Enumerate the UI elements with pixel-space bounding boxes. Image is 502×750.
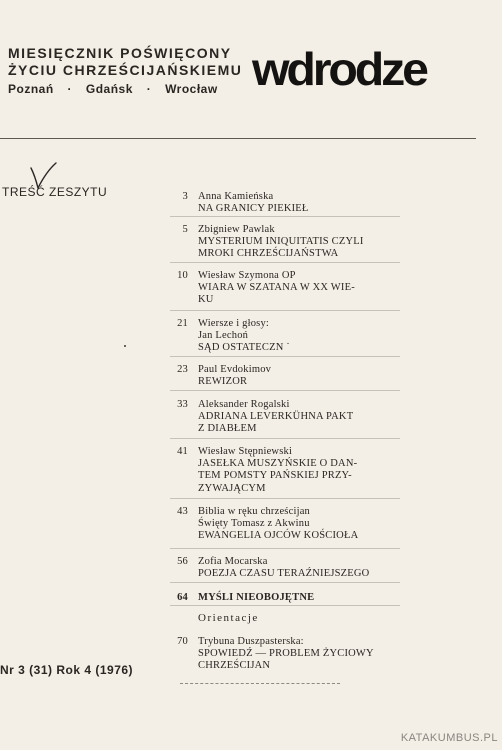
toc-page-number: 23 [177, 364, 188, 375]
city-separator: · [146, 82, 152, 96]
toc-entry-line: Święty Tomasz z Akwinu [198, 518, 310, 530]
toc-separator [170, 356, 400, 357]
header-rule [0, 138, 476, 139]
toc-page-number: 33 [177, 399, 188, 410]
toc-entry-line: KU [198, 294, 214, 306]
toc-entry-line: Jan Lechoń [198, 330, 249, 342]
toc-entry-line: Biblia w ręku chrześcijan [198, 506, 310, 517]
toc-entry-line: MYSTERIUM INIQUITATIS CZYLI [198, 236, 364, 248]
toc-page-number: 10 [177, 270, 188, 281]
toc-entry-line: Trybuna Duszpasterska: [198, 636, 304, 647]
toc-entry-text [198, 592, 448, 604]
toc-entry-line: MROKI CHRZEŚCIJAŃSTWA [198, 248, 339, 260]
toc-entry-text [198, 399, 448, 436]
toc-page-number: 64 [177, 592, 188, 603]
toc-entry-line: SĄD OSTATECZN ˙ [198, 342, 290, 354]
ink-dot [124, 345, 126, 347]
dashed-mark [180, 683, 340, 684]
toc-page-number: 5 [182, 224, 188, 235]
toc-page-number: 43 [177, 506, 188, 517]
toc-entry-line: Z DIABŁEM [198, 423, 257, 435]
toc-separator [170, 582, 400, 583]
toc-separator [170, 498, 400, 499]
city-gdansk: Gdańsk [85, 82, 133, 96]
toc-entry-line: MYŚLI NIEOBOJĘTNE [198, 592, 315, 603]
orientacje-heading: Orientacje [198, 612, 259, 624]
toc-page-number: 21 [177, 318, 188, 329]
issue-number: Nr 3 (31) Rok 4 (1976) [0, 663, 134, 677]
toc-page-number: 56 [177, 556, 188, 567]
toc-entry-line: WIARA W SZATANA W XX WIE- [198, 282, 355, 294]
toc-entry-line: Zofia Mocarska [198, 556, 268, 567]
watermark: KATAKUMBUS.PL [400, 732, 498, 744]
toc-entry-line: Wiesław Stępniewski [198, 446, 293, 457]
toc-entry-text [198, 224, 448, 261]
toc-entry-line: Anna Kamieńska [198, 191, 274, 202]
toc-entry-text [198, 556, 448, 580]
toc-entry-text [198, 506, 448, 543]
toc-entry-text [198, 446, 448, 495]
masthead [8, 45, 242, 99]
toc-separator [170, 605, 400, 606]
toc-entry-line: ADRIANA LEVERKÜHNA PAKT [198, 411, 354, 423]
magazine-logo: wdrodze [252, 43, 426, 95]
toc-entry-text [198, 270, 448, 307]
toc-separator [170, 438, 400, 439]
toc-entry-line: SPOWIEDŹ — PROBLEM ŻYCIOWY [198, 648, 374, 660]
city-wroclaw: Wrocław [165, 82, 218, 96]
city-poznan: Poznań [8, 82, 54, 96]
toc-page-number: 70 [177, 636, 188, 647]
toc-entry-line: TEM POMSTY PAŃSKIEJ PRZY- [198, 470, 352, 482]
toc-entry-line: REWIZOR [198, 376, 248, 388]
toc-entry-text [198, 364, 448, 388]
toc-entry-line: Aleksander Rogalski [198, 399, 290, 410]
toc-separator [170, 216, 400, 217]
toc-entry-text [198, 636, 448, 673]
toc-entry-line: CHRZEŚCIJAN [198, 660, 271, 672]
toc-page-number: 41 [177, 446, 188, 457]
toc-entry-line: Paul Evdokimov [198, 364, 272, 375]
toc-separator [170, 390, 400, 391]
toc-separator [170, 262, 400, 263]
toc-separator [170, 310, 400, 311]
toc-entry-line: Zbigniew Pawlak [198, 224, 275, 235]
masthead-cities [8, 79, 242, 99]
toc-entry-line: Wiersze i głosy: [198, 318, 270, 329]
toc-entry-line: Wiesław Szymona OP [198, 270, 296, 281]
city-separator: · [67, 82, 73, 96]
toc-separator [170, 548, 400, 549]
toc-entry-line: EWANGELIA OJCÓW KOŚCIOŁA [198, 530, 359, 542]
toc-entry-line: NA GRANICY PIEKIEŁ [198, 203, 309, 215]
masthead-line-1: MIESIĘCZNIK POŚWIĘCONY [8, 45, 232, 61]
toc-entry-text [198, 191, 448, 215]
masthead-line-2: ŻYCIU CHRZEŚCIJAŃSKIEMU [8, 62, 243, 78]
toc-entry-line: ZYWAJĄCYM [198, 482, 266, 494]
toc-entry-line: JASEŁKA MUSZYŃSKIE O DAN- [198, 458, 358, 470]
contents-heading: TREŚĆ ZESZYTU [2, 185, 108, 199]
toc-entry-line: POEZJA CZASU TERAŹNIEJSZEGO [198, 568, 370, 580]
toc-page-number: 3 [182, 191, 188, 202]
toc-entry-text [198, 318, 448, 355]
